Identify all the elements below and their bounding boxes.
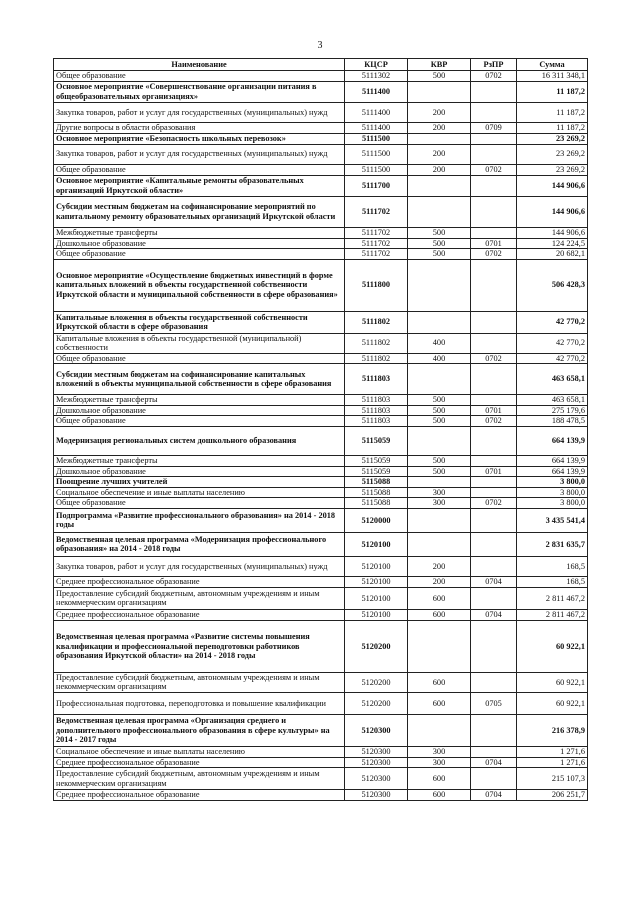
row-rzpr: 0709 bbox=[471, 123, 517, 134]
row-sum: 3 800,0 bbox=[517, 487, 588, 498]
row-sum: 664 139,9 bbox=[517, 466, 588, 477]
row-name: Межбюджетные трансферты bbox=[54, 395, 345, 406]
row-kcsr: 5120300 bbox=[345, 768, 408, 790]
row-name: Дошкольное образование bbox=[54, 238, 345, 249]
table-row bbox=[54, 364, 588, 395]
row-sum: 11 187,2 bbox=[517, 123, 588, 134]
row-name: Предоставление субсидий бюджетным, автономным учреждениям и иным некоммерческим организациям bbox=[54, 672, 345, 692]
row-kcsr: 5115088 bbox=[345, 498, 408, 509]
row-kvr: 500 bbox=[408, 395, 471, 406]
row-kcsr: 5111702 bbox=[345, 249, 408, 260]
row-name: Общее образование bbox=[54, 353, 345, 364]
row-kvr: 300 bbox=[408, 498, 471, 509]
row-rzpr bbox=[471, 620, 517, 672]
budget-table bbox=[53, 58, 588, 801]
column-header-name: Наименование bbox=[54, 59, 345, 71]
row-name: Общее образование bbox=[54, 164, 345, 175]
row-kvr: 300 bbox=[408, 757, 471, 768]
table-row bbox=[54, 175, 588, 196]
row-kcsr: 5120300 bbox=[345, 790, 408, 801]
row-rzpr: 0702 bbox=[471, 498, 517, 509]
row-kcsr: 5111800 bbox=[345, 259, 408, 311]
table-row bbox=[54, 768, 588, 790]
table-row bbox=[54, 395, 588, 406]
row-rzpr bbox=[471, 175, 517, 196]
row-kcsr: 5120200 bbox=[345, 620, 408, 672]
row-sum: 144 906,6 bbox=[517, 196, 588, 227]
row-kvr: 500 bbox=[408, 227, 471, 238]
row-kcsr: 5120200 bbox=[345, 692, 408, 714]
row-kcsr: 5111400 bbox=[345, 123, 408, 134]
column-header-kcsr: КЦСР bbox=[345, 59, 408, 71]
row-kvr: 200 bbox=[408, 556, 471, 576]
table-row bbox=[54, 746, 588, 757]
row-kcsr: 5111400 bbox=[345, 82, 408, 103]
row-kcsr: 5111500 bbox=[345, 133, 408, 144]
table-row bbox=[54, 427, 588, 456]
row-kvr: 600 bbox=[408, 672, 471, 692]
row-rzpr bbox=[471, 508, 517, 532]
row-name: Ведомственная целевая программа «Модернизация профессионального образования» на 2014 - 2018 годы bbox=[54, 532, 345, 556]
row-sum: 664 139,9 bbox=[517, 427, 588, 456]
row-kvr: 200 bbox=[408, 144, 471, 164]
table-row bbox=[54, 498, 588, 509]
row-sum: 144 906,6 bbox=[517, 227, 588, 238]
table-row bbox=[54, 609, 588, 620]
row-name: Капитальные вложения в объекты государственной (муниципальной) собственности bbox=[54, 333, 345, 353]
row-rzpr bbox=[471, 456, 517, 467]
row-name: Среднее профессиональное образование bbox=[54, 576, 345, 587]
row-kvr: 300 bbox=[408, 746, 471, 757]
row-kcsr: 5120100 bbox=[345, 556, 408, 576]
row-name: Основное мероприятие «Совершенствование организации питания в общеобразовательных организациях» bbox=[54, 82, 345, 103]
table-row bbox=[54, 576, 588, 587]
row-rzpr: 0701 bbox=[471, 238, 517, 249]
row-rzpr: 0701 bbox=[471, 466, 517, 477]
row-kvr bbox=[408, 477, 471, 488]
row-kvr: 400 bbox=[408, 353, 471, 364]
row-sum: 506 428,3 bbox=[517, 259, 588, 311]
row-kcsr: 5115059 bbox=[345, 427, 408, 456]
table-row bbox=[54, 508, 588, 532]
row-rzpr bbox=[471, 103, 517, 123]
row-kcsr: 5111500 bbox=[345, 164, 408, 175]
row-sum: 206 251,7 bbox=[517, 790, 588, 801]
table-row bbox=[54, 757, 588, 768]
row-name: Предоставление субсидий бюджетным, автономным учреждениям и иным некоммерческим организациям bbox=[54, 768, 345, 790]
table-row bbox=[54, 466, 588, 477]
row-name: Дошкольное образование bbox=[54, 466, 345, 477]
row-sum: 23 269,2 bbox=[517, 144, 588, 164]
row-sum: 42 770,2 bbox=[517, 311, 588, 333]
row-kvr bbox=[408, 311, 471, 333]
row-sum: 60 922,1 bbox=[517, 672, 588, 692]
row-rzpr: 0704 bbox=[471, 790, 517, 801]
row-kcsr: 5120300 bbox=[345, 714, 408, 746]
row-sum: 215 107,3 bbox=[517, 768, 588, 790]
row-kcsr: 5120300 bbox=[345, 746, 408, 757]
page-number: 3 bbox=[317, 40, 323, 51]
row-kvr: 500 bbox=[408, 416, 471, 427]
row-kcsr: 5115088 bbox=[345, 487, 408, 498]
row-kvr bbox=[408, 259, 471, 311]
row-kvr bbox=[408, 508, 471, 532]
row-name: Субсидии местным бюджетам на софинансирование мероприятий по капитальному ремонту образовательных организаций Иркутской области bbox=[54, 196, 345, 227]
row-name: Основное мероприятие «Осуществление бюджетных инвестиций в форме капитальных вложений в объекты государственной собственности Иркутской области и муниципальной собственности в сфере образования» bbox=[54, 259, 345, 311]
row-rzpr bbox=[471, 196, 517, 227]
row-sum: 60 922,1 bbox=[517, 692, 588, 714]
row-name: Социальное обеспечение и иные выплаты населению bbox=[54, 746, 345, 757]
table-row bbox=[54, 71, 588, 82]
row-rzpr bbox=[471, 333, 517, 353]
row-name: Другие вопросы в области образования bbox=[54, 123, 345, 134]
table-row bbox=[54, 353, 588, 364]
row-kvr: 200 bbox=[408, 576, 471, 587]
row-sum: 2 831 635,7 bbox=[517, 532, 588, 556]
row-rzpr: 0702 bbox=[471, 164, 517, 175]
row-kvr: 500 bbox=[408, 71, 471, 82]
row-kvr: 600 bbox=[408, 609, 471, 620]
column-header-rzpr: РзПР bbox=[471, 59, 517, 71]
row-sum: 60 922,1 bbox=[517, 620, 588, 672]
row-kcsr: 5120100 bbox=[345, 609, 408, 620]
row-name: Общее образование bbox=[54, 71, 345, 82]
row-kvr: 600 bbox=[408, 692, 471, 714]
row-kvr bbox=[408, 364, 471, 395]
row-sum: 11 187,2 bbox=[517, 82, 588, 103]
row-sum: 2 811 467,2 bbox=[517, 587, 588, 609]
column-header-kvr: КВР bbox=[408, 59, 471, 71]
row-rzpr bbox=[471, 477, 517, 488]
column-header-sum: Сумма bbox=[517, 59, 588, 71]
table-row bbox=[54, 587, 588, 609]
row-rzpr bbox=[471, 364, 517, 395]
row-rzpr bbox=[471, 487, 517, 498]
table-row bbox=[54, 164, 588, 175]
row-name: Дошкольное образование bbox=[54, 405, 345, 416]
row-kcsr: 5111500 bbox=[345, 144, 408, 164]
row-kcsr: 5111802 bbox=[345, 353, 408, 364]
table-row bbox=[54, 333, 588, 353]
row-kvr bbox=[408, 133, 471, 144]
row-rzpr: 0704 bbox=[471, 609, 517, 620]
row-kcsr: 5111802 bbox=[345, 333, 408, 353]
row-rzpr: 0705 bbox=[471, 692, 517, 714]
row-kcsr: 5120200 bbox=[345, 672, 408, 692]
row-kcsr: 5120100 bbox=[345, 587, 408, 609]
row-sum: 124 224,5 bbox=[517, 238, 588, 249]
row-rzpr bbox=[471, 133, 517, 144]
row-kvr bbox=[408, 82, 471, 103]
table-row bbox=[54, 123, 588, 134]
table-row bbox=[54, 238, 588, 249]
row-name: Межбюджетные трансферты bbox=[54, 456, 345, 467]
row-sum: 144 906,6 bbox=[517, 175, 588, 196]
row-rzpr bbox=[471, 259, 517, 311]
row-rzpr: 0702 bbox=[471, 416, 517, 427]
row-kvr: 200 bbox=[408, 164, 471, 175]
row-sum: 16 311 348,1 bbox=[517, 71, 588, 82]
row-kcsr: 5111400 bbox=[345, 103, 408, 123]
row-kcsr: 5111302 bbox=[345, 71, 408, 82]
row-sum: 3 800,0 bbox=[517, 498, 588, 509]
row-kcsr: 5111702 bbox=[345, 227, 408, 238]
row-kcsr: 5111803 bbox=[345, 364, 408, 395]
row-name: Среднее профессиональное образование bbox=[54, 757, 345, 768]
row-kcsr: 5115059 bbox=[345, 466, 408, 477]
row-kcsr: 5111803 bbox=[345, 416, 408, 427]
row-sum: 1 271,6 bbox=[517, 757, 588, 768]
row-sum: 20 682,1 bbox=[517, 249, 588, 260]
table-row bbox=[54, 790, 588, 801]
row-rzpr bbox=[471, 714, 517, 746]
row-kvr: 600 bbox=[408, 587, 471, 609]
row-kvr: 600 bbox=[408, 790, 471, 801]
row-kvr: 200 bbox=[408, 103, 471, 123]
row-rzpr bbox=[471, 82, 517, 103]
row-kcsr: 5120100 bbox=[345, 532, 408, 556]
row-sum: 23 269,2 bbox=[517, 164, 588, 175]
row-kvr: 300 bbox=[408, 487, 471, 498]
table-body bbox=[54, 71, 588, 801]
row-name: Общее образование bbox=[54, 498, 345, 509]
row-kvr: 500 bbox=[408, 405, 471, 416]
row-name: Среднее профессиональное образование bbox=[54, 609, 345, 620]
row-sum: 42 770,2 bbox=[517, 353, 588, 364]
table-row bbox=[54, 103, 588, 123]
row-name: Среднее профессиональное образование bbox=[54, 790, 345, 801]
row-sum: 168,5 bbox=[517, 556, 588, 576]
table-row bbox=[54, 227, 588, 238]
table-row bbox=[54, 259, 588, 311]
row-name: Основное мероприятие «Капитальные ремонты образовательных организаций Иркутской области» bbox=[54, 175, 345, 196]
row-rzpr bbox=[471, 587, 517, 609]
row-kvr: 400 bbox=[408, 333, 471, 353]
row-name: Закупка товаров, работ и услуг для государственных (муниципальных) нужд bbox=[54, 144, 345, 164]
row-kvr bbox=[408, 620, 471, 672]
row-kvr bbox=[408, 427, 471, 456]
row-name: Межбюджетные трансферты bbox=[54, 227, 345, 238]
row-sum: 168,5 bbox=[517, 576, 588, 587]
row-name: Общее образование bbox=[54, 416, 345, 427]
row-rzpr bbox=[471, 311, 517, 333]
row-kcsr: 5120000 bbox=[345, 508, 408, 532]
table-row bbox=[54, 196, 588, 227]
row-kcsr: 5111702 bbox=[345, 196, 408, 227]
row-sum: 1 271,6 bbox=[517, 746, 588, 757]
table-row bbox=[54, 416, 588, 427]
row-sum: 463 658,1 bbox=[517, 364, 588, 395]
row-sum: 275 179,6 bbox=[517, 405, 588, 416]
row-name: Модернизация региональных систем дошкольного образования bbox=[54, 427, 345, 456]
row-sum: 11 187,2 bbox=[517, 103, 588, 123]
row-sum: 3 800,0 bbox=[517, 477, 588, 488]
table-row bbox=[54, 477, 588, 488]
row-rzpr bbox=[471, 427, 517, 456]
row-sum: 2 811 467,2 bbox=[517, 609, 588, 620]
row-rzpr bbox=[471, 556, 517, 576]
row-kvr bbox=[408, 196, 471, 227]
row-rzpr bbox=[471, 672, 517, 692]
row-sum: 23 269,2 bbox=[517, 133, 588, 144]
row-name: Подпрограмма «Развитие профессионального образования» на 2014 - 2018 годы bbox=[54, 508, 345, 532]
table-row bbox=[54, 672, 588, 692]
table-row bbox=[54, 620, 588, 672]
row-name: Субсидии местным бюджетам на софинансирование капитальных вложений в объекты муниципальной собственности в сфере образования bbox=[54, 364, 345, 395]
row-kvr bbox=[408, 532, 471, 556]
row-kvr: 200 bbox=[408, 123, 471, 134]
row-rzpr: 0702 bbox=[471, 249, 517, 260]
table-row bbox=[54, 692, 588, 714]
row-sum: 42 770,2 bbox=[517, 333, 588, 353]
row-sum: 188 478,5 bbox=[517, 416, 588, 427]
row-name: Общее образование bbox=[54, 249, 345, 260]
row-name: Закупка товаров, работ и услуг для государственных (муниципальных) нужд bbox=[54, 103, 345, 123]
row-kcsr: 5115088 bbox=[345, 477, 408, 488]
table-row bbox=[54, 714, 588, 746]
table-row bbox=[54, 405, 588, 416]
row-sum: 3 435 541,4 bbox=[517, 508, 588, 532]
row-name: Капитальные вложения в объекты государственной собственности Иркутской области в сфере образования bbox=[54, 311, 345, 333]
row-kvr: 500 bbox=[408, 466, 471, 477]
table-row bbox=[54, 556, 588, 576]
row-rzpr: 0702 bbox=[471, 353, 517, 364]
row-kvr: 500 bbox=[408, 249, 471, 260]
table-row bbox=[54, 311, 588, 333]
row-name: Поощрение лучших учителей bbox=[54, 477, 345, 488]
row-kcsr: 5111803 bbox=[345, 395, 408, 406]
table-row bbox=[54, 532, 588, 556]
row-kcsr: 5120100 bbox=[345, 576, 408, 587]
row-name: Социальное обеспечение и иные выплаты населению bbox=[54, 487, 345, 498]
row-rzpr: 0704 bbox=[471, 757, 517, 768]
row-rzpr bbox=[471, 746, 517, 757]
row-kvr bbox=[408, 175, 471, 196]
row-rzpr bbox=[471, 532, 517, 556]
row-rzpr: 0702 bbox=[471, 71, 517, 82]
row-rzpr bbox=[471, 144, 517, 164]
row-rzpr: 0701 bbox=[471, 405, 517, 416]
row-name: Профессиональная подготовка, переподготовка и повышение квалификации bbox=[54, 692, 345, 714]
row-kvr bbox=[408, 714, 471, 746]
row-kcsr: 5111702 bbox=[345, 238, 408, 249]
table-row bbox=[54, 456, 588, 467]
row-sum: 664 139,9 bbox=[517, 456, 588, 467]
table-header-row bbox=[54, 59, 588, 71]
row-kvr: 500 bbox=[408, 456, 471, 467]
row-kcsr: 5111802 bbox=[345, 311, 408, 333]
table-row bbox=[54, 487, 588, 498]
row-kcsr: 5111803 bbox=[345, 405, 408, 416]
row-name: Предоставление субсидий бюджетным, автономным учреждениям и иным некоммерческим организациям bbox=[54, 587, 345, 609]
row-sum: 463 658,1 bbox=[517, 395, 588, 406]
row-kcsr: 5115059 bbox=[345, 456, 408, 467]
row-kvr: 600 bbox=[408, 768, 471, 790]
row-rzpr bbox=[471, 395, 517, 406]
row-name: Основное мероприятие «Безопасность школьных перевозок» bbox=[54, 133, 345, 144]
table-row bbox=[54, 144, 588, 164]
row-name: Закупка товаров, работ и услуг для государственных (муниципальных) нужд bbox=[54, 556, 345, 576]
row-kcsr: 5111700 bbox=[345, 175, 408, 196]
table-row bbox=[54, 82, 588, 103]
row-name: Ведомственная целевая программа «Развитие системы повышения квалификации и профессиональной переподготовки работников образования Иркутской области» на 2014 - 2018 годы bbox=[54, 620, 345, 672]
row-kvr: 500 bbox=[408, 238, 471, 249]
table-row bbox=[54, 133, 588, 144]
row-kcsr: 5120300 bbox=[345, 757, 408, 768]
row-name: Ведомственная целевая программа «Организация среднего и дополнительного профессионального образования в сфере культуры» на 2014 - 2017 годы bbox=[54, 714, 345, 746]
table-row bbox=[54, 249, 588, 260]
row-rzpr: 0704 bbox=[471, 576, 517, 587]
row-sum: 216 378,9 bbox=[517, 714, 588, 746]
row-rzpr bbox=[471, 227, 517, 238]
row-rzpr bbox=[471, 768, 517, 790]
